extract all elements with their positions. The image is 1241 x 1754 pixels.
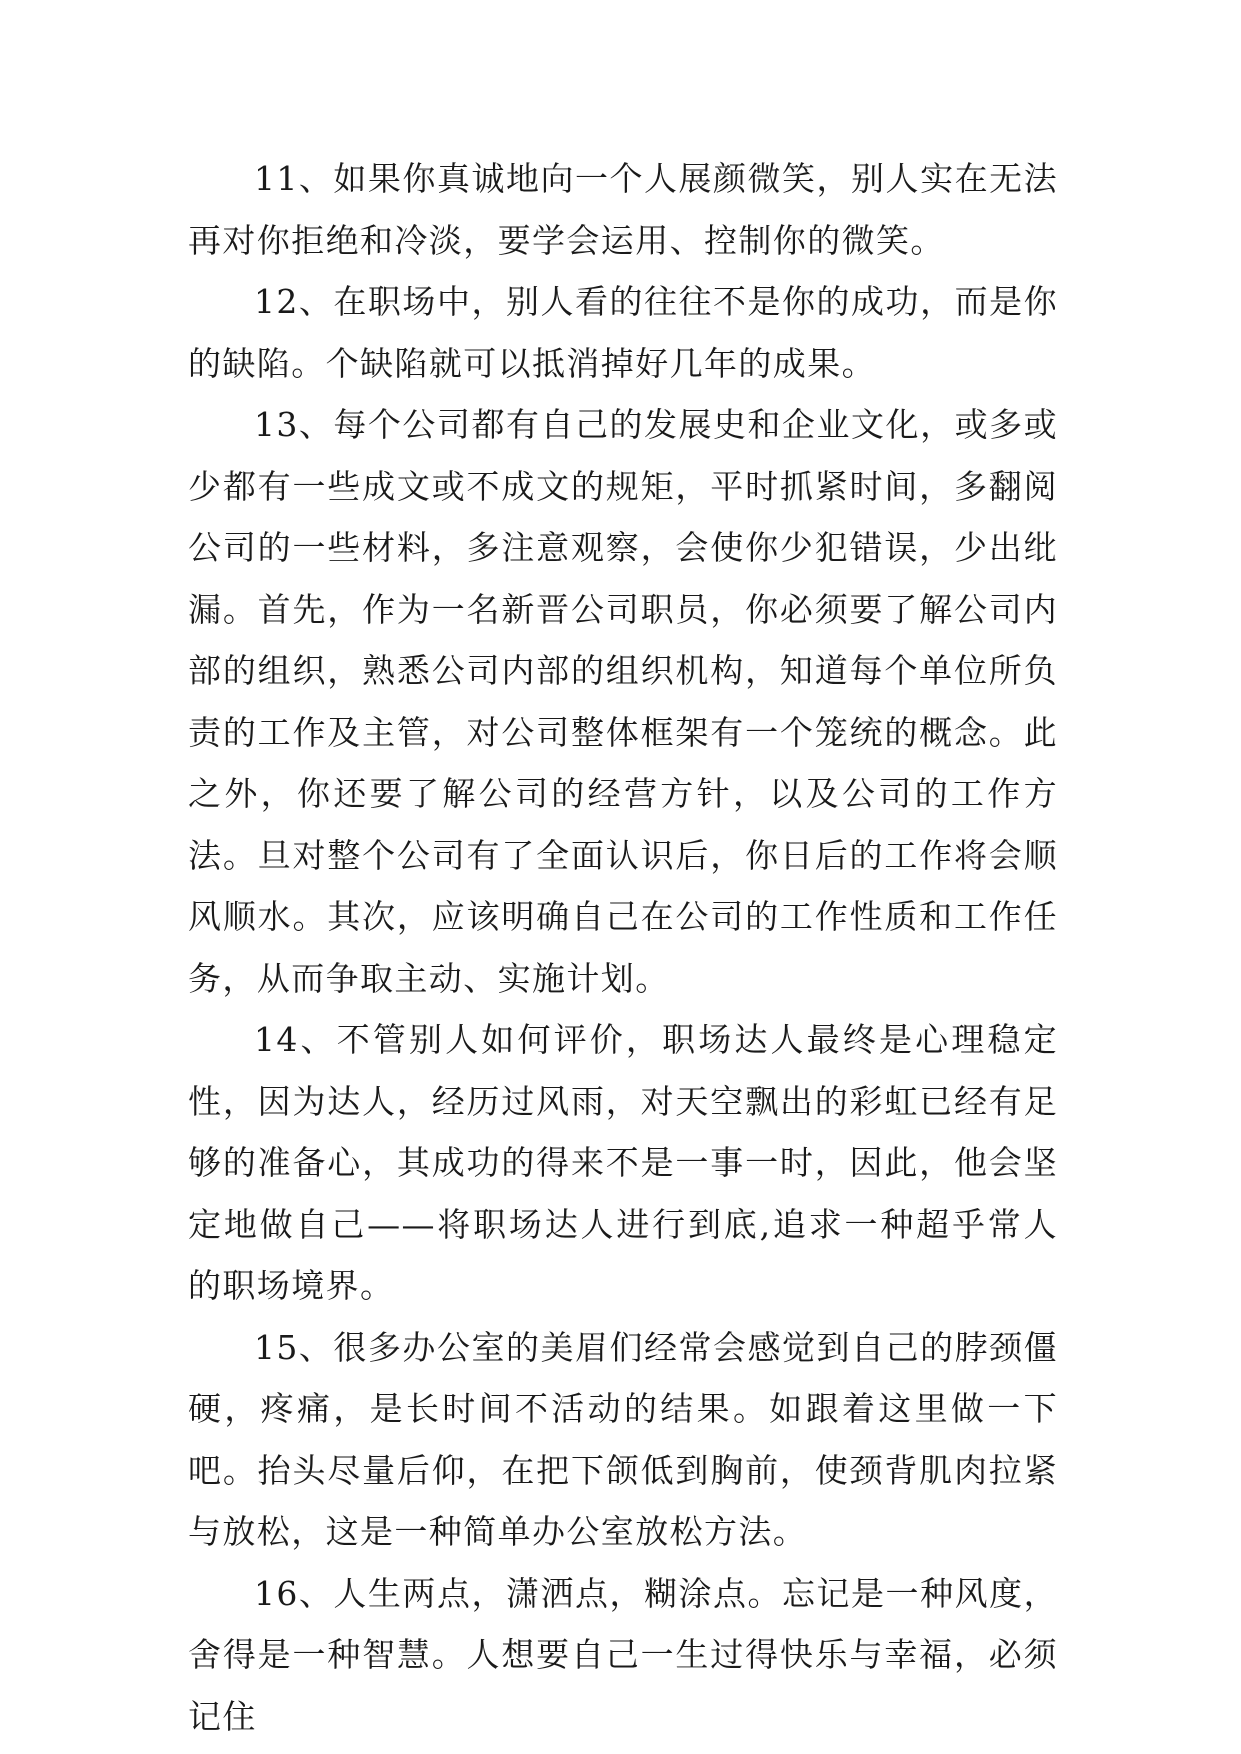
- paragraph-15: 15、很多办公室的美眉们经常会感觉到自己的脖颈僵硬，疼痛，是长时间不活动的结果。如跟着这里做一下吧。抬头尽量后仰，在把下颌低到胸前，使颈背肌肉拉紧与放松，这是一种简单办公室放松方法。: [188, 1327, 1058, 1551]
- paragraph-12: 12、在职场中，别人看的往往不是你的成功，而是你的缺陷。个缺陷就可以抵消掉好几年的成果。: [188, 282, 1058, 383]
- paragraph-11: 11、如果你真诚地向一个人展颜微笑，别人实在无法再对你拒绝和冷淡，要学会运用、控制你的微笑。: [188, 159, 1058, 260]
- paragraph-16: 16、人生两点，潇洒点，糊涂点。忘记是一种风度，舍得是一种智慧。人想要自己一生过得快乐与幸福，必须记住: [188, 1573, 1058, 1736]
- document-body: [188, 148, 1058, 1747]
- paragraph-14: 14、不管别人如何评价，职场达人最终是心理稳定性，因为达人，经历过风雨，对天空飘出的彩虹已经有足够的准备心，其成功的得来不是一事一时，因此，他会坚定地做自己——将职场达人进行到底,追求一种超乎常人的职场境界。: [188, 1020, 1058, 1305]
- paragraph-13: 13、每个公司都有自己的发展史和企业文化，或多或少都有一些成文或不成文的规矩，平时抓紧时间，多翻阅公司的一些材料，多注意观察，会使你少犯错误，少出纰漏。首先，作为一名新晋公司职员，你必须要了解公司内部的组织，熟悉公司内部的组织机构，知道每个单位所负责的工作及主管，对公司整体框架有一个笼统的概念。此之外，你还要了解公司的经营方针，以及公司的工作方法。旦对整个公司有了全面认识后，你日后的工作将会顺风顺水。其次，应该明确自己在公司的工作性质和工作任务，从而争取主动、实施计划。: [188, 405, 1058, 998]
